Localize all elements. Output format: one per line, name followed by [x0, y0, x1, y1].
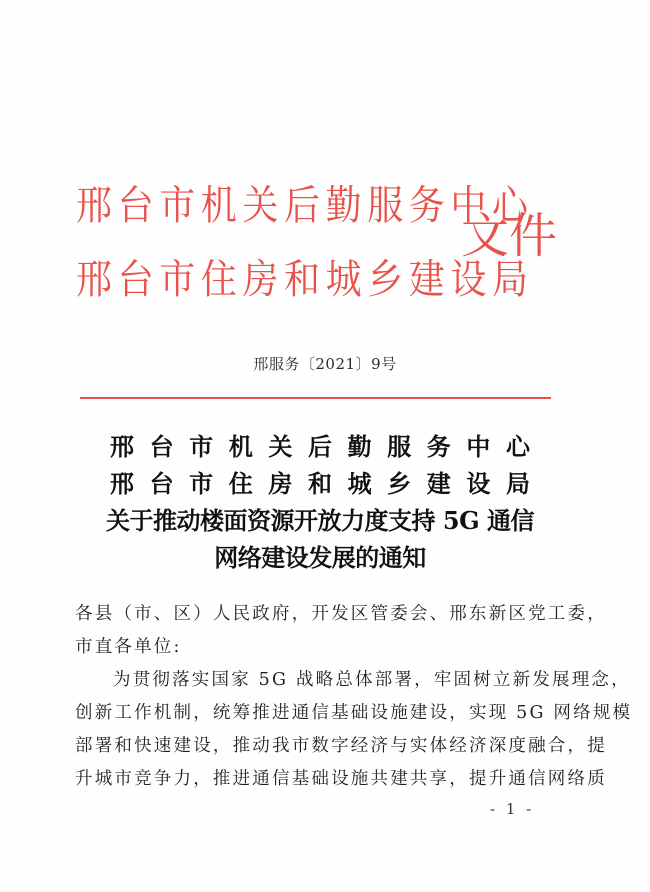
red-letterhead: [76, 178, 566, 308]
paragraph-line-4: 升城市竞争力，推进通信基础设施共建共享，提升通信网络质: [75, 769, 607, 789]
salutation-line-2: 市直各单位:: [75, 637, 182, 657]
paragraph-line-1: 为贯彻落实国家 5G 战略总体部署，牢固树立新发展理念，: [113, 670, 631, 690]
letterhead-suffix: 文件: [461, 208, 558, 264]
salutation-line-1: 各县（市、区）人民政府，开发区管委会、邢东新区党工委，: [75, 604, 607, 624]
issuer-line-1: 邢台市机关后勤服务中心: [76, 183, 534, 230]
title-line-2: 邢台市住房和城乡建设局: [109, 469, 546, 498]
title-line-1: 邢台市机关后勤服务中心: [109, 432, 546, 461]
page-number: - 1 -: [490, 800, 535, 818]
red-separator-line: [80, 397, 551, 399]
issuer-line-2: 邢台市住房和城乡建设局: [76, 257, 534, 304]
document-body: [75, 598, 633, 796]
document-title: [90, 428, 550, 576]
title-line-4: 网络建设发展的通知: [214, 543, 426, 572]
paragraph-line-2: 创新工作机制，统筹推进通信基础设施建设，实现 5G 网络规模: [75, 703, 633, 723]
document-number: 邢服务〔2021〕9号: [253, 355, 397, 373]
title-line-3: 关于推动楼面资源开放力度支持 5G 通信: [106, 506, 534, 535]
paragraph-line-3: 部署和快速建设，推动我市数字经济与实体经济深度融合，提: [75, 736, 607, 756]
